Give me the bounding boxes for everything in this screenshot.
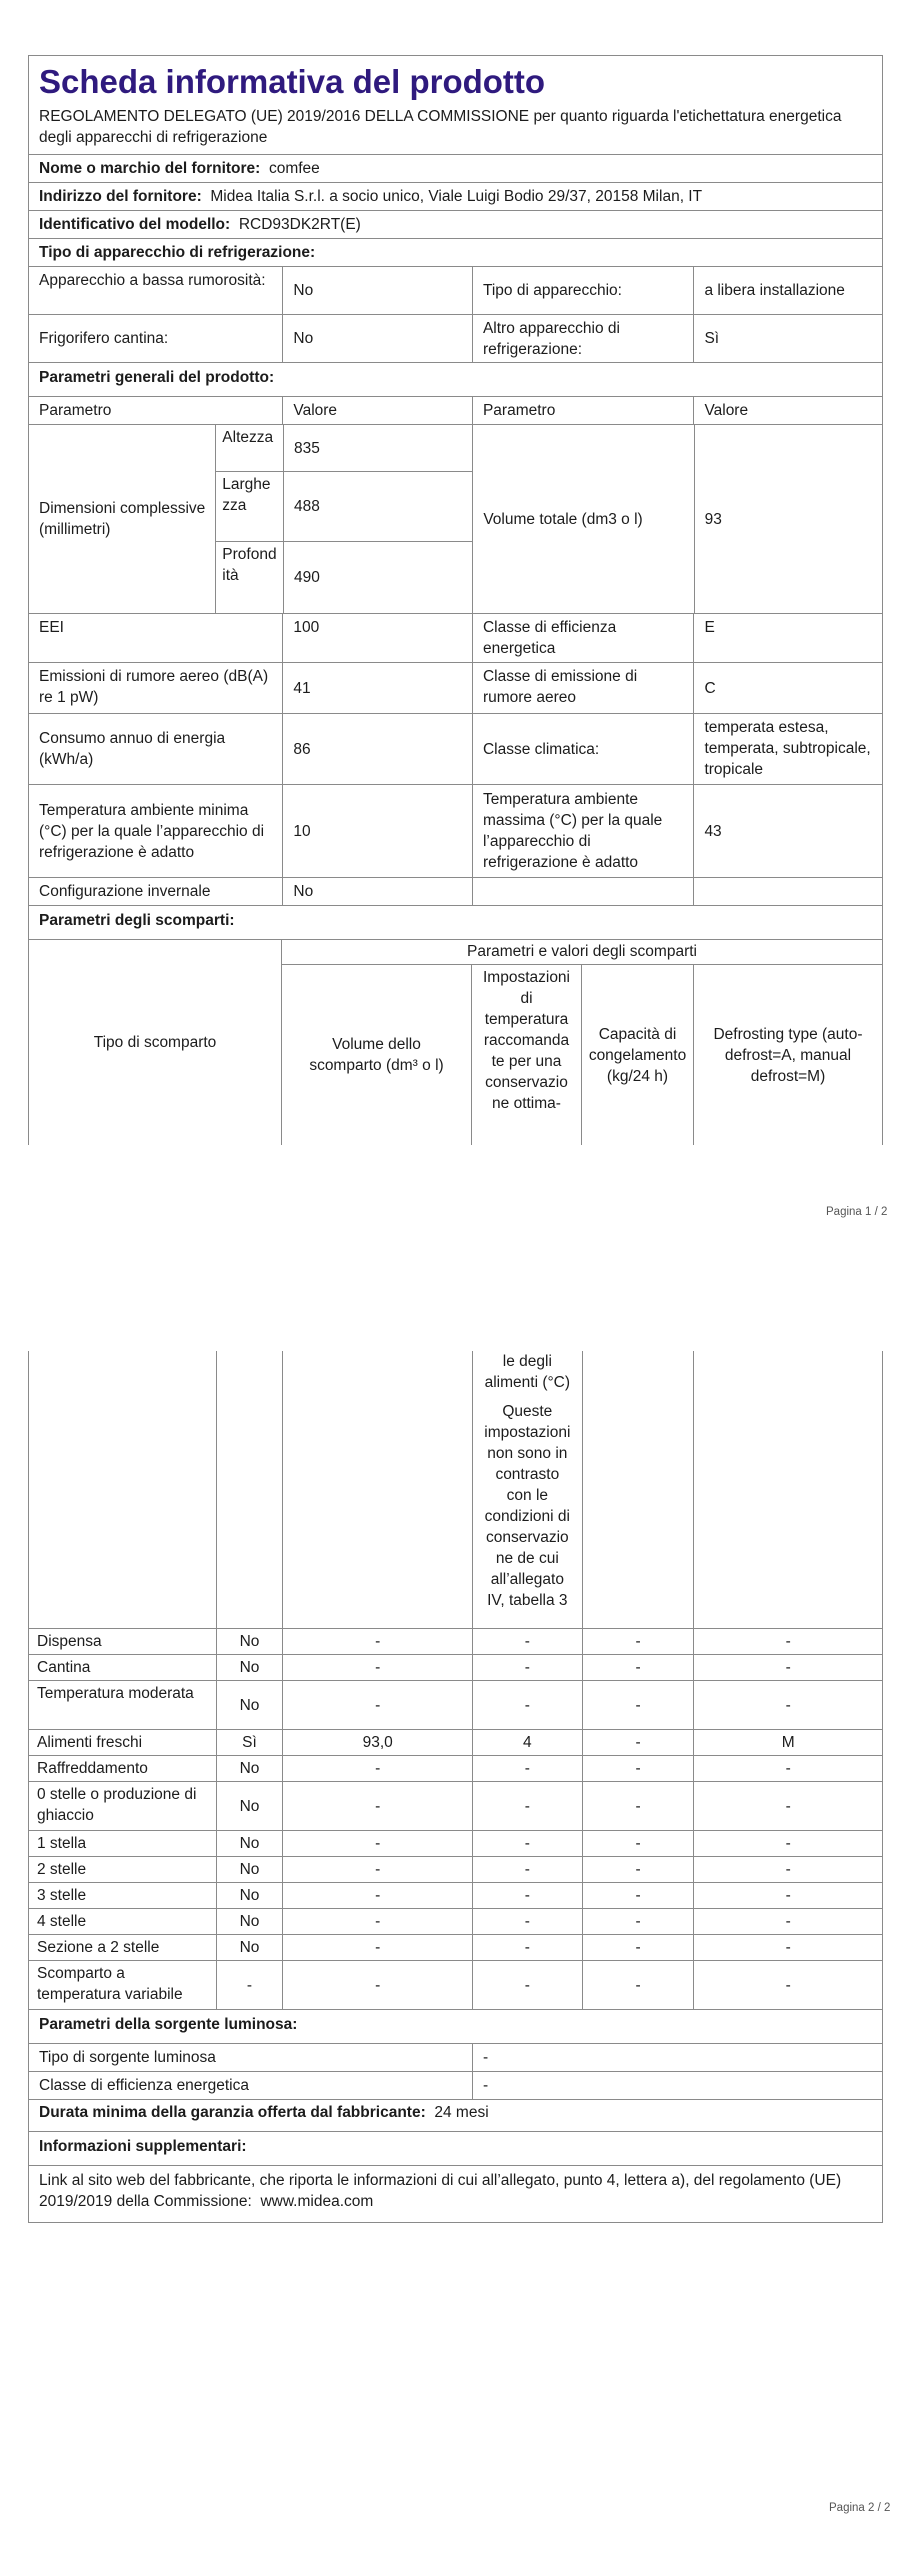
climate-class-label: Classe climatica:	[473, 714, 694, 784]
page-number-1: Pagina 1 / 2	[826, 1206, 888, 1218]
compartment-volume: -	[283, 1857, 473, 1882]
compartment-volume: -	[283, 1961, 473, 2009]
compartment-name: Raffreddamento	[29, 1756, 217, 1781]
table-row	[28, 1756, 883, 1782]
other-appliance-value: Sì	[704, 330, 720, 347]
width-value: 488	[284, 472, 472, 542]
compartment-defrost: -	[785, 1913, 791, 1930]
compartment-temp: -	[473, 1655, 583, 1680]
compartment-temp: -	[473, 1935, 583, 1960]
min-temp-label: Temperatura ambiente minima (°C) per la quale l’apparecchio di refrigerazione è adatto	[29, 785, 283, 877]
max-temp-label: Temperatura ambiente massima (°C) per la quale l’apparecchio di refrigerazione è adatto	[473, 785, 694, 877]
extra-info-text: Link al sito web del fabbricante, che riporta le informazioni di cui all’allegato, punto 4, lettera a), del regolamento (UE) 2019/2019 della Commissione: www.midea.com	[39, 2172, 842, 2210]
table-row	[28, 1883, 883, 1909]
compartment-freeze: -	[583, 1756, 695, 1781]
compartment-temp: -	[473, 1831, 583, 1856]
eei-label: EEI	[29, 614, 283, 662]
compartment-freeze: -	[583, 1961, 695, 2009]
wine-label: Frigorifero cantina:	[29, 315, 283, 362]
table-row	[28, 1629, 883, 1655]
table-row	[28, 1782, 883, 1831]
warranty-value: 24 mesi	[434, 2104, 489, 2121]
light-source-header: Parametri della sorgente luminosa:	[39, 2016, 298, 2033]
table-row	[28, 1831, 883, 1857]
compartment-freeze: -	[583, 1655, 695, 1680]
compartment-volume: -	[283, 1756, 473, 1781]
compartment-temp: -	[473, 1782, 583, 1830]
compartment-present: No	[217, 1655, 284, 1680]
compartment-defrost: -	[785, 1861, 791, 1878]
depth-value: 490	[294, 568, 320, 586]
regulation-text: REGOLAMENTO DELEGATO (UE) 2019/2016 DELLA COMMISSIONE per quanto riguarda l'etichettatura energetica degli apparecchi di refrigerazione	[39, 108, 842, 146]
compartment-name: Alimenti freschi	[29, 1730, 217, 1755]
compartment-defrost: -	[785, 1659, 791, 1676]
compartment-table	[28, 1629, 883, 2010]
compartment-present: No	[217, 1629, 284, 1654]
depth-label: Profondità	[222, 546, 277, 584]
compartment-volume: -	[283, 1883, 473, 1908]
eei-value: 100	[283, 614, 473, 662]
compartment-defrost: -	[785, 1633, 791, 1650]
compartment-name: 0 stelle o produzione di ghiaccio	[29, 1782, 217, 1830]
energy-consumption-value: 86	[283, 714, 473, 784]
col-freeze: Capacità di congelamento (kg/24 h)	[582, 965, 694, 1145]
table-row	[28, 1935, 883, 1961]
compartment-defrost: -	[785, 1835, 791, 1852]
compartment-name: 1 stella	[29, 1831, 217, 1856]
table-row	[28, 1857, 883, 1883]
page-1-sheet	[28, 55, 883, 1145]
light-class-value: -	[482, 2077, 489, 2094]
page-2-sheet	[28, 1351, 883, 2223]
compartment-present: No	[217, 1935, 284, 1960]
compartment-name: Dispensa	[29, 1629, 217, 1654]
compartment-defrost: -	[785, 1939, 791, 1956]
compartment-volume: -	[283, 1782, 473, 1830]
compartment-volume: -	[283, 1831, 473, 1856]
energy-consumption-label: Consumo annuo di energia (kWh/a)	[29, 714, 283, 784]
compartment-volume: -	[283, 1655, 473, 1680]
compartment-temp: -	[473, 1961, 583, 2009]
compartment-freeze: -	[583, 1782, 695, 1830]
col-temp-note: Queste impostazioni non sono in contrasto con le condizioni di conservazione de cui all’allegato IV, tabella 3	[484, 1403, 571, 1609]
compartment-present: No	[217, 1831, 284, 1856]
compartment-freeze: -	[583, 1831, 695, 1856]
col-defrost: Defrosting type (auto-defrost=A, manual defrost=M)	[713, 1025, 863, 1085]
low-noise-label: Apparecchio a bassa rumorosità:	[29, 267, 283, 314]
table-row	[28, 1730, 883, 1756]
light-class-label: Classe di efficienza energetica	[29, 2072, 473, 2099]
compartment-volume: -	[283, 1935, 473, 1960]
extra-info-header: Informazioni supplementari:	[39, 2138, 247, 2155]
col-value-1: Valore	[283, 397, 473, 424]
compartment-volume: 93,0	[283, 1730, 473, 1755]
compartment-freeze: -	[583, 1935, 695, 1960]
noise-class-value: C	[704, 679, 716, 697]
compartment-temp: -	[473, 1883, 583, 1908]
table-row	[28, 1655, 883, 1681]
compartment-temp: -	[473, 1629, 583, 1654]
design-type-value: a libera installazione	[704, 282, 845, 299]
noise-class-label: Classe di emissione di rumore aereo	[473, 663, 694, 713]
compartment-defrost: -	[785, 1760, 791, 1777]
compartment-name: Cantina	[29, 1655, 217, 1680]
light-type-value: -	[482, 2049, 489, 2066]
dimensions-label: Dimensioni complessive (millimetri)	[29, 425, 216, 613]
warranty-row: Durata minima della garanzia offerta dal fabbricante: 24 mesi	[39, 2104, 489, 2121]
supplier-address-row: Indirizzo del fornitore: Midea Italia S.r.l. a socio unico, Viale Luigi Bodio 29/37, 20158 Milan, IT	[39, 188, 703, 205]
general-params-header: Parametri generali del prodotto:	[39, 369, 275, 386]
compartment-freeze: -	[583, 1857, 695, 1882]
compartment-present: Sì	[217, 1730, 284, 1755]
light-type-label: Tipo di sorgente luminosa	[29, 2044, 473, 2071]
climate-class-value: temperata estesa, temperata, subtropicale, tropicale	[704, 719, 871, 778]
supplier-name-row: Nome o marchio del fornitore: comfee	[39, 160, 320, 177]
max-temp-value: 43	[704, 822, 722, 840]
compartment-defrost: -	[785, 1696, 791, 1714]
compartment-temp: 4	[473, 1730, 583, 1755]
compartment-defrost: -	[785, 1976, 791, 1994]
low-noise-value: No	[283, 267, 473, 314]
height-label: Altezza	[216, 425, 283, 472]
compartment-freeze: -	[583, 1629, 695, 1654]
compartment-volume: -	[283, 1909, 473, 1934]
energy-class-value: E	[704, 619, 715, 636]
table-row	[28, 1909, 883, 1935]
winter-label: Configurazione invernale	[29, 878, 283, 905]
compartment-name: 2 stelle	[29, 1857, 217, 1882]
compartment-temp: -	[473, 1681, 583, 1729]
compartment-name: 4 stelle	[29, 1909, 217, 1934]
table-row	[28, 1961, 883, 2010]
model-row: Identificativo del modello: RCD93DK2RT(E)	[39, 216, 361, 233]
compartment-defrost: -	[785, 1797, 791, 1815]
compartment-values-header: Parametri e valori degli scomparti	[282, 940, 882, 965]
col-temp-part1: Impostazioni di temperatura raccomandate per una conservazione ottima-	[472, 965, 582, 1145]
compartment-volume: -	[283, 1629, 473, 1654]
height-value: 835	[284, 425, 472, 472]
model-value: RCD93DK2RT(E)	[238, 216, 361, 233]
compartment-present: No	[217, 1681, 284, 1729]
page-number-2: Pagina 2 / 2	[829, 2502, 891, 2514]
compartment-type-label: Tipo di scomparto	[29, 940, 282, 1145]
compartment-name: Sezione a 2 stelle	[29, 1935, 217, 1960]
compartment-defrost: -	[785, 1887, 791, 1904]
compartment-present: No	[217, 1909, 284, 1934]
total-volume-value: 93	[704, 510, 722, 528]
appliance-type-header: Tipo di apparecchio di refrigerazione:	[39, 244, 316, 261]
supplier-address-value: Midea Italia S.r.l. a socio unico, Viale Luigi Bodio 29/37, 20158 Milan, IT	[210, 188, 703, 205]
noise-value: 41	[283, 663, 473, 713]
supplier-name-value: comfee	[268, 160, 320, 177]
col-value-2: Valore	[704, 402, 749, 419]
compartment-present: No	[217, 1857, 284, 1882]
noise-label: Emissioni di rumore aereo (dB(A) re 1 pW)	[29, 663, 283, 713]
col-param-2: Parametro	[473, 397, 694, 424]
total-volume-label: Volume totale (dm3 o l)	[473, 425, 694, 613]
compartment-freeze: -	[583, 1681, 695, 1729]
compartment-freeze: -	[583, 1909, 695, 1934]
col-temp-part2: le degli alimenti (°C)	[484, 1353, 571, 1391]
compartment-present: No	[217, 1883, 284, 1908]
table-row	[28, 1681, 883, 1730]
compartment-present: No	[217, 1782, 284, 1830]
compartment-present: -	[217, 1961, 284, 2009]
winter-value: No	[283, 878, 473, 905]
compartment-freeze: -	[583, 1883, 695, 1908]
page-title: Scheda informativa del prodotto	[39, 63, 546, 100]
compartment-temp: -	[473, 1857, 583, 1882]
wine-value: No	[283, 315, 473, 362]
width-label: Larghezza	[216, 472, 283, 542]
compartment-present: No	[217, 1756, 284, 1781]
compartment-params-header: Parametri degli scomparti:	[39, 912, 235, 929]
design-type-label: Tipo di apparecchio:	[473, 267, 694, 314]
energy-class-label: Classe di efficienza energetica	[473, 614, 694, 662]
col-volume: Volume dello scomparto (dm³ o l)	[282, 965, 472, 1145]
compartment-temp: -	[473, 1909, 583, 1934]
compartment-name: Scomparto a temperatura variabile	[29, 1961, 217, 2009]
compartment-temp: -	[473, 1756, 583, 1781]
other-appliance-label: Altro apparecchio di refrigerazione:	[473, 315, 694, 362]
compartment-freeze: -	[583, 1730, 695, 1755]
compartment-name: Temperatura moderata	[29, 1681, 217, 1729]
compartment-name: 3 stelle	[29, 1883, 217, 1908]
manufacturer-link[interactable]: www.midea.com	[260, 2193, 374, 2210]
compartment-defrost: M	[781, 1734, 795, 1751]
compartment-volume: -	[283, 1681, 473, 1729]
col-param-1: Parametro	[29, 397, 283, 424]
min-temp-value: 10	[283, 785, 473, 877]
